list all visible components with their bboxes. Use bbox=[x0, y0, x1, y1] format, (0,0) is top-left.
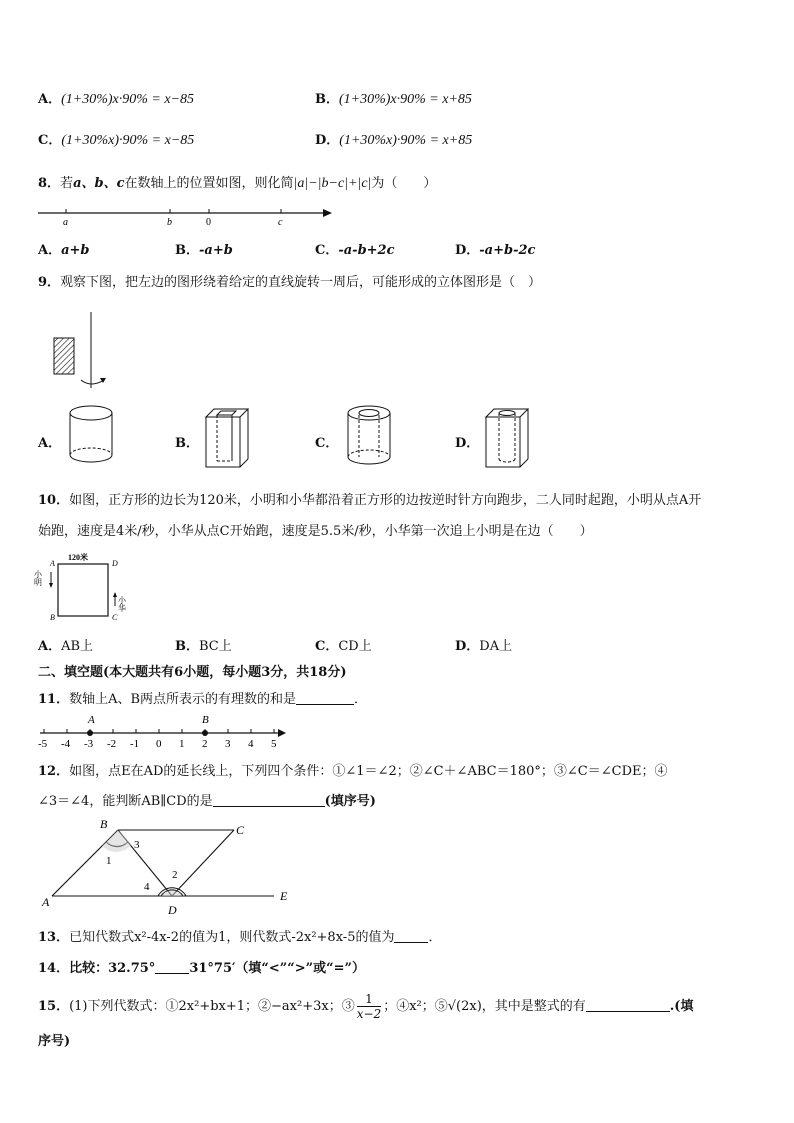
q9-stem bbox=[38, 271, 541, 290]
question-number: 15． bbox=[38, 999, 70, 1014]
q13-stem bbox=[38, 926, 442, 945]
q12-angle-1: 1 bbox=[106, 855, 112, 867]
q11-answer-blank[interactable] bbox=[296, 692, 354, 705]
question-number: 9． bbox=[38, 275, 61, 290]
q9-option-a-label: A． bbox=[38, 436, 62, 451]
option-expr: (1+30%x)·90% = x−85 bbox=[61, 133, 195, 148]
option-label: C． bbox=[315, 243, 339, 258]
question-number: 12． bbox=[38, 764, 70, 779]
q12-point-b: B bbox=[100, 817, 108, 831]
q15-frac-num: 1 bbox=[357, 992, 381, 1007]
q15-text-pre: (1)下列代数式：①2x²+bx+1；②−ax²+3x；③ bbox=[69, 999, 355, 1014]
q11-tick-label: -5 bbox=[38, 738, 48, 750]
q12-point-c: C bbox=[236, 823, 245, 837]
q12-angle-4: 4 bbox=[144, 881, 150, 893]
q11-tick-label: -3 bbox=[84, 738, 94, 750]
q11-tick-label: 2 bbox=[202, 738, 208, 750]
q12-text-line2: ∠3＝∠4，能判断AB∥CD的是 bbox=[38, 794, 213, 809]
q12-angle-2: 2 bbox=[172, 869, 178, 881]
q10-stem-line2 bbox=[38, 520, 593, 539]
q14-text-pre: 比较：32.75° bbox=[69, 961, 156, 976]
q10-point-b: B bbox=[50, 613, 55, 622]
q7-option-d bbox=[315, 129, 472, 149]
q8-label-c: c bbox=[278, 217, 283, 228]
option-text: a+b bbox=[61, 243, 90, 258]
option-label: B． bbox=[315, 92, 339, 107]
q10-xiaoming-label: 小明 bbox=[33, 570, 43, 586]
q10-text-line2: 始跑，速度是4米/秒，小华从点C开始跑，速度是5.5米/秒，小华第一次追上小明是在边（ ） bbox=[38, 524, 593, 539]
q8-option-d bbox=[455, 239, 535, 258]
q10-option-a bbox=[38, 635, 93, 654]
q10-stem-line1 bbox=[38, 489, 701, 508]
option-label: D． bbox=[315, 133, 340, 148]
option-expr: (1+30%x)·90% = x+85 bbox=[339, 133, 473, 148]
q9-option-c-label: C． bbox=[315, 436, 339, 451]
q12-point-d: D bbox=[168, 903, 177, 917]
q12-answer-blank[interactable] bbox=[213, 794, 325, 807]
option-expr: (1+30%)x·90% = x−85 bbox=[61, 92, 195, 107]
option-label: A． bbox=[38, 639, 62, 654]
q8-text-pre: 若 bbox=[60, 176, 74, 191]
q13-answer-blank[interactable] bbox=[394, 930, 428, 943]
question-number: 11． bbox=[38, 692, 70, 707]
q11-point-a-dot bbox=[87, 730, 93, 736]
option-text: -a-b+2c bbox=[338, 243, 395, 258]
q11-tick-label: -1 bbox=[130, 738, 140, 750]
q8-text-post: 为（ ） bbox=[371, 176, 437, 191]
hollow-cylinder-figure bbox=[342, 403, 396, 469]
option-label: D． bbox=[455, 639, 480, 654]
q12-stem-line2 bbox=[38, 790, 376, 809]
option-text: AB上 bbox=[61, 639, 94, 654]
q11-number-line bbox=[36, 711, 296, 751]
q8-stem bbox=[38, 172, 436, 192]
q12-point-e: E bbox=[280, 889, 288, 903]
q15-answer-blank[interactable] bbox=[586, 999, 670, 1012]
q8-label-b: b bbox=[167, 217, 172, 228]
q12-parallelogram-figure bbox=[36, 814, 296, 918]
q10-side-length: 120米 bbox=[68, 553, 88, 562]
q8-option-b bbox=[175, 239, 233, 258]
q10-point-a: A bbox=[50, 559, 55, 568]
option-text: BC上 bbox=[199, 639, 232, 654]
question-number: 14． bbox=[38, 961, 70, 976]
hollow-prism-figure bbox=[200, 403, 254, 469]
q10-xiaohua-label: 小华 bbox=[117, 596, 127, 612]
q14-stem bbox=[38, 957, 365, 976]
q15-stem-line2: 序号) bbox=[38, 1034, 71, 1049]
option-label: C． bbox=[315, 639, 339, 654]
q11-end: ． bbox=[354, 692, 368, 707]
q8-option-c bbox=[315, 239, 395, 258]
q11-tick-label: 0 bbox=[156, 738, 162, 750]
q11-point-b-label: B bbox=[202, 714, 209, 726]
q11-point-a-label: A bbox=[88, 714, 95, 726]
q11-ticks bbox=[38, 729, 277, 750]
q15-frac-den: x−2 bbox=[356, 1007, 382, 1021]
option-text: CD上 bbox=[338, 639, 372, 654]
q8-option-a bbox=[38, 239, 90, 258]
q10-text-line1: 如图，正方形的边长为120米，小明和小华都沿着正方形的边按逆时针方向跑步，二人同时起跑，小明从点A开 bbox=[69, 493, 702, 508]
q11-tick-label: 5 bbox=[271, 738, 277, 750]
q15-fraction bbox=[357, 992, 381, 1021]
q14-answer-blank[interactable] bbox=[155, 961, 189, 974]
q10-option-c bbox=[315, 635, 372, 654]
q15-end: .(填 bbox=[669, 999, 694, 1014]
option-label: B． bbox=[175, 639, 199, 654]
q8-expression: |a|−|b−c|+|c| bbox=[293, 176, 372, 191]
option-text: DA上 bbox=[479, 639, 513, 654]
q10-square-figure bbox=[33, 550, 136, 626]
q9-rotation-figure bbox=[48, 308, 118, 390]
option-label: D． bbox=[455, 243, 480, 258]
q10-point-d: D bbox=[112, 559, 118, 568]
option-text: -a+b-2c bbox=[479, 243, 536, 258]
q8-number-line bbox=[36, 205, 336, 227]
option-label: C． bbox=[38, 133, 62, 148]
q8-label-zero: 0 bbox=[206, 217, 211, 228]
q10-option-b bbox=[175, 635, 232, 654]
section-heading: 二、填空题(本大题共有6小题，每小题3分，共18分) bbox=[38, 665, 347, 680]
option-label: B． bbox=[175, 243, 199, 258]
q15-text-mid: ；④x²；⑤√(2x)，其中是整式的有 bbox=[383, 999, 586, 1014]
option-label: A． bbox=[38, 92, 62, 107]
q11-point-b-dot bbox=[202, 730, 208, 736]
question-number: 13． bbox=[38, 930, 70, 945]
q11-stem bbox=[38, 688, 367, 707]
option-label: A． bbox=[38, 243, 62, 258]
q8-vars: a、b、c bbox=[73, 176, 125, 191]
q10-option-d bbox=[455, 635, 512, 654]
q11-text: 数轴上A、B两点所表示的有理数的和是 bbox=[69, 692, 297, 707]
q9-option-d-label: D． bbox=[455, 436, 480, 451]
q11-tick-label: -4 bbox=[61, 738, 71, 750]
question-number: 10． bbox=[38, 493, 70, 508]
q10-point-c: C bbox=[112, 613, 118, 622]
q11-tick-label: 3 bbox=[225, 738, 231, 750]
solid-cylinder-figure bbox=[64, 403, 118, 467]
q12-text-line1: 如图，点E在AD的延长线上，下列四个条件：①∠1＝∠2；②∠C＋∠ABC＝180°；③∠C＝∠CDE；④ bbox=[69, 764, 668, 779]
q11-tick-label: 4 bbox=[248, 738, 254, 750]
q12-stem-line1 bbox=[38, 760, 668, 779]
prism-with-cylinder-hole-figure bbox=[480, 403, 534, 469]
q12-hint: (填序号) bbox=[324, 794, 376, 809]
option-text: -a+b bbox=[199, 243, 233, 258]
q13-end: ． bbox=[428, 930, 442, 945]
q14-text-post: 31°75′（填“<”“>”或“=”） bbox=[189, 961, 365, 976]
q12-angle-3: 3 bbox=[134, 839, 140, 851]
q12-point-a: A bbox=[42, 895, 50, 909]
q13-text: 已知代数式x²-4x-2的值为1，则代数式-2x²+8x-5的值为 bbox=[69, 930, 395, 945]
question-number: 8． bbox=[38, 176, 61, 191]
q11-tick-label: -2 bbox=[107, 738, 117, 750]
q8-label-a: a bbox=[63, 217, 68, 228]
q8-text-mid: 在数轴上的位置如图，则化简 bbox=[124, 176, 294, 191]
q15-stem-line1 bbox=[38, 992, 693, 1021]
option-expr: (1+30%)x·90% = x+85 bbox=[339, 92, 472, 107]
q7-option-a bbox=[38, 88, 194, 108]
q9-text: 观察下图，把左边的图形绕着给定的直线旋转一周后，可能形成的立体图形是（ ） bbox=[60, 275, 542, 290]
q7-option-c bbox=[38, 129, 194, 149]
q7-option-b bbox=[315, 88, 472, 108]
q11-tick-label: 1 bbox=[179, 738, 185, 750]
q9-option-b-label: B． bbox=[175, 436, 199, 451]
